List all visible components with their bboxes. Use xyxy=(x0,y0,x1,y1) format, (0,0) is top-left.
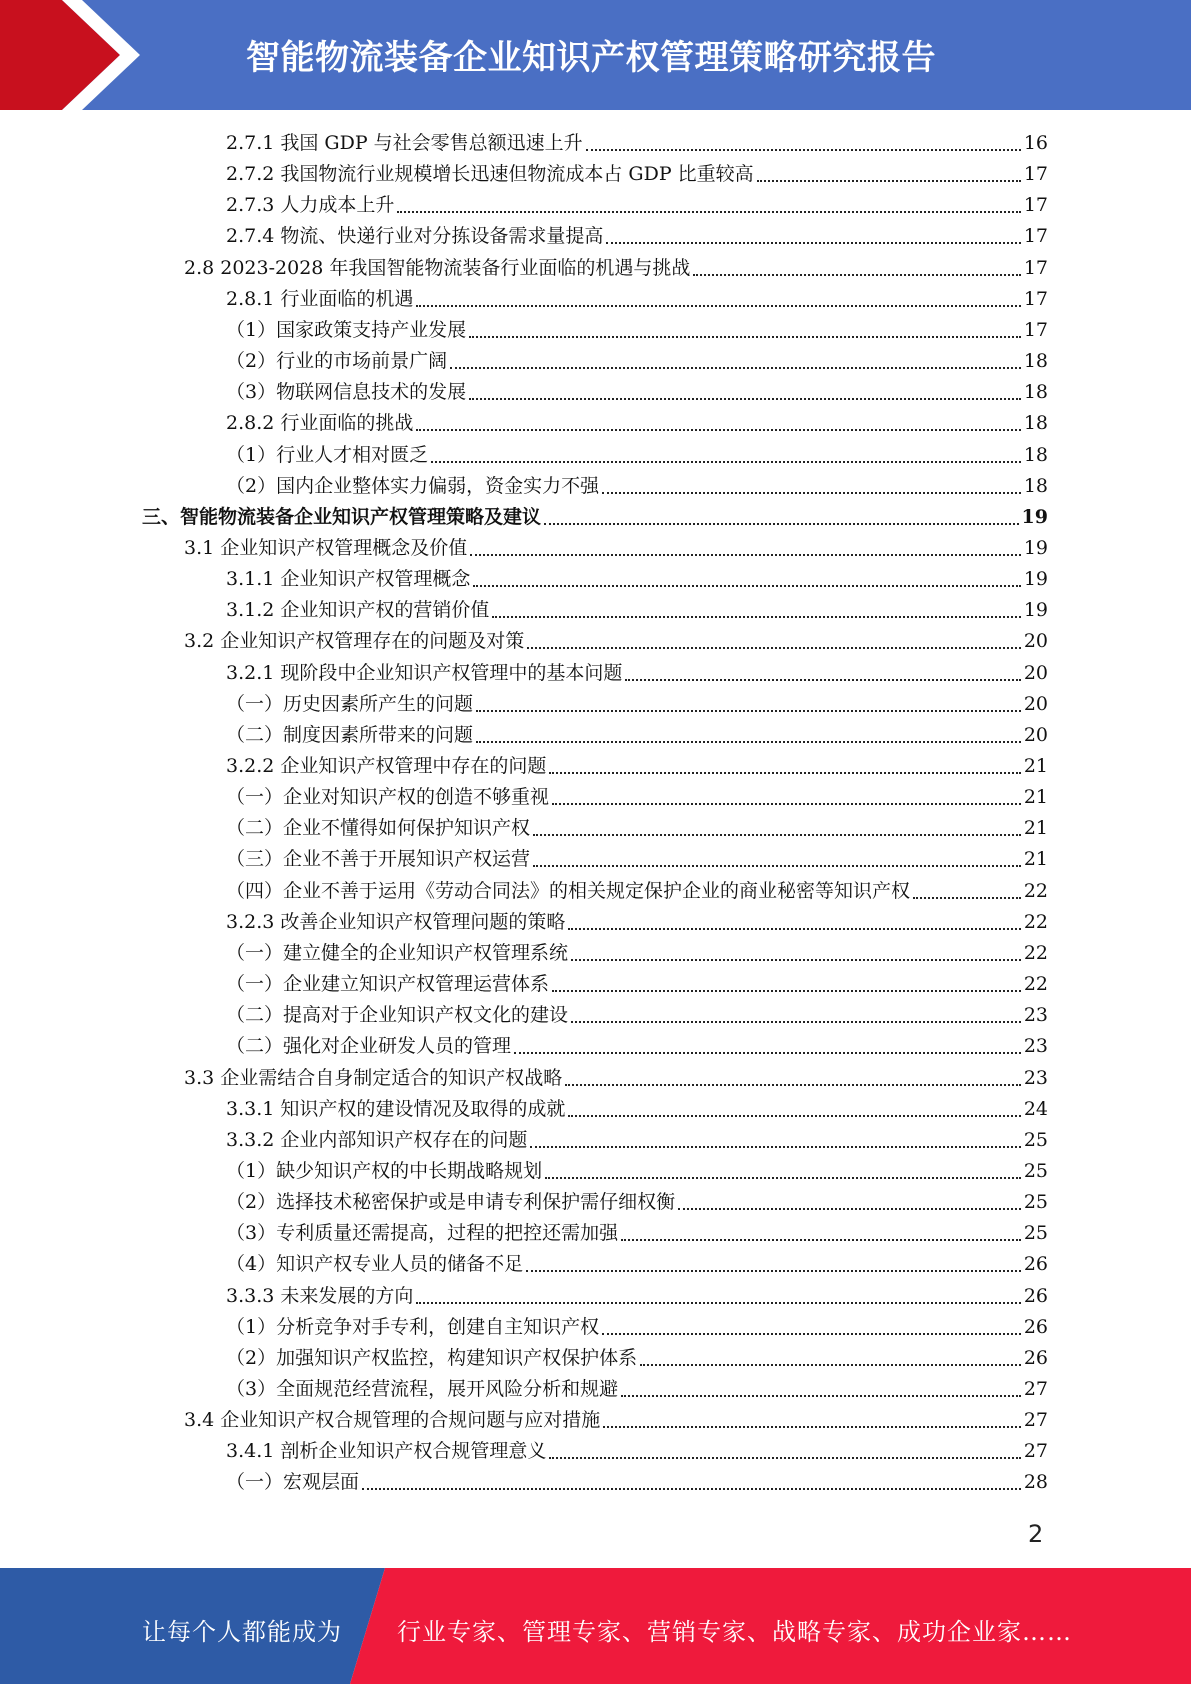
toc-entry-page: 25 xyxy=(1023,1129,1048,1151)
toc-dot-leader xyxy=(473,585,1020,587)
toc-entry-title: （二）企业不懂得如何保护知识产权 xyxy=(226,817,531,839)
toc-entry-page: 27 xyxy=(1023,1378,1048,1400)
toc-dot-leader xyxy=(549,1457,1020,1459)
toc-entry-title: 3.2.3 改善企业知识产权管理问题的策略 xyxy=(226,911,566,933)
toc-entry-page: 18 xyxy=(1023,444,1048,466)
toc-entry[interactable] xyxy=(184,254,1048,282)
toc-entry-title: （1）分析竞争对手专利，创建自主知识产权 xyxy=(226,1316,600,1338)
toc-dot-leader xyxy=(476,741,1021,743)
toc-entry[interactable] xyxy=(226,970,1048,998)
toc-entry-title: 三、智能物流装备企业知识产权管理策略及建议 xyxy=(142,506,542,528)
toc-entry-title: （二）提高对于企业知识产权文化的建设 xyxy=(226,1004,569,1026)
toc-entry[interactable] xyxy=(226,565,1048,593)
toc-entry[interactable] xyxy=(226,752,1048,780)
toc-dot-leader xyxy=(450,367,1021,369)
toc-entry-title: （二）强化对企业研发人员的管理 xyxy=(226,1035,512,1057)
toc-entry-title: 3.3.2 企业内部知识产权存在的问题 xyxy=(226,1129,528,1151)
toc-entry[interactable] xyxy=(226,877,1048,905)
toc-entry-page: 27 xyxy=(1023,1409,1048,1431)
footer-slogan-left: 让每个人都能成为 xyxy=(142,1618,342,1646)
report-title: 智能物流装备企业知识产权管理策略研究报告 xyxy=(246,38,936,78)
toc-entry-page: 25 xyxy=(1023,1222,1048,1244)
toc-entry-page: 26 xyxy=(1023,1253,1048,1275)
toc-dot-leader xyxy=(621,1395,1021,1397)
toc-dot-leader xyxy=(571,959,1021,961)
toc-dot-leader xyxy=(416,1302,1020,1304)
toc-entry[interactable] xyxy=(226,690,1048,718)
toc-entry[interactable] xyxy=(226,191,1048,219)
toc-dot-leader xyxy=(545,1177,1021,1179)
toc-entry[interactable] xyxy=(226,222,1048,250)
toc-entry-page: 24 xyxy=(1023,1098,1048,1120)
toc-dot-leader xyxy=(530,1146,1020,1148)
toc-entry-page: 23 xyxy=(1023,1035,1048,1057)
toc-entry-page: 17 xyxy=(1023,225,1048,247)
toc-entry[interactable] xyxy=(184,627,1048,655)
toc-entry-title: （1）缺少知识产权的中长期战略规划 xyxy=(226,1160,543,1182)
toc-entry-title: （2）国内企业整体实力偏弱，资金实力不强 xyxy=(226,475,600,497)
page-header xyxy=(0,0,1191,110)
toc-dot-leader xyxy=(431,461,1021,463)
toc-entry[interactable] xyxy=(226,908,1048,936)
toc-entry-title: （一）企业建立知识产权管理运营体系 xyxy=(226,973,550,995)
toc-entry-title: 2.7.4 物流、快递行业对分拣设备需求量提高 xyxy=(226,225,604,247)
toc-entry-title: （一）企业对知识产权的创造不够重视 xyxy=(226,786,550,808)
toc-entry[interactable] xyxy=(226,939,1048,967)
toc-dot-leader xyxy=(469,336,1021,338)
toc-entry-page: 21 xyxy=(1023,786,1048,808)
toc-dot-leader xyxy=(913,897,1021,899)
toc-entry[interactable] xyxy=(226,1032,1048,1060)
toc-entry-title: 3.1.2 企业知识产权的营销价值 xyxy=(226,599,490,621)
toc-dot-leader xyxy=(757,180,1021,182)
toc-entry-title: 2.8.2 行业面临的挑战 xyxy=(226,412,414,434)
toc-dot-leader xyxy=(470,554,1021,556)
toc-entry[interactable] xyxy=(142,503,1048,531)
toc-entry-title: 2.8 2023-2028 年我国智能物流装备行业面临的机遇与挑战 xyxy=(184,257,691,279)
toc-entry[interactable] xyxy=(226,1344,1048,1372)
toc-entry[interactable] xyxy=(226,1375,1048,1403)
toc-entry-title: （四）企业不善于运用《劳动合同法》的相关规定保护企业的商业秘密等知识产权 xyxy=(226,880,911,902)
toc-dot-leader xyxy=(526,1270,1021,1272)
toc-entry-page: 20 xyxy=(1023,662,1048,684)
toc-dot-leader xyxy=(397,211,1020,213)
toc-dot-leader xyxy=(416,429,1020,431)
toc-entry[interactable] xyxy=(184,534,1048,562)
toc-entry-title: （二）制度因素所带来的问题 xyxy=(226,724,474,746)
toc-dot-leader xyxy=(492,616,1020,618)
toc-entry[interactable] xyxy=(226,659,1048,687)
toc-entry-title: 3.4.1 剖析企业知识产权合规管理意义 xyxy=(226,1440,547,1462)
toc-entry-page: 17 xyxy=(1023,288,1048,310)
toc-entry-page: 22 xyxy=(1023,973,1048,995)
toc-entry[interactable] xyxy=(226,160,1048,188)
toc-entry[interactable] xyxy=(226,441,1048,469)
toc-entry-page: 22 xyxy=(1023,911,1048,933)
toc-dot-leader xyxy=(549,772,1020,774)
toc-dot-leader xyxy=(602,492,1021,494)
toc-dot-leader xyxy=(533,865,1021,867)
toc-dot-leader xyxy=(565,1084,1021,1086)
toc-dot-leader xyxy=(603,1426,1021,1428)
toc-entry-page: 20 xyxy=(1023,693,1048,715)
toc-entry[interactable] xyxy=(226,285,1048,313)
toc-entry-page: 27 xyxy=(1023,1440,1048,1462)
toc-entry-title: 3.2 企业知识产权管理存在的问题及对策 xyxy=(184,630,525,652)
toc-entry-title: 3.3.3 未来发展的方向 xyxy=(226,1285,414,1307)
toc-entry[interactable] xyxy=(226,1188,1048,1216)
toc-dot-leader xyxy=(568,1115,1020,1117)
toc-entry[interactable] xyxy=(226,1468,1048,1496)
toc-dot-leader xyxy=(476,710,1021,712)
toc-entry-title: （一）宏观层面 xyxy=(226,1471,360,1493)
toc-dot-leader xyxy=(552,803,1021,805)
toc-entry-page: 21 xyxy=(1023,755,1048,777)
toc-dot-leader xyxy=(527,647,1021,649)
toc-entry-page: 17 xyxy=(1023,163,1048,185)
toc-entry-page: 26 xyxy=(1023,1347,1048,1369)
toc-entry-title: （一）历史因素所产生的问题 xyxy=(226,693,474,715)
toc-entry-title: 2.8.1 行业面临的机遇 xyxy=(226,288,414,310)
toc-entry-page: 25 xyxy=(1023,1160,1048,1182)
toc-entry[interactable] xyxy=(226,1313,1048,1341)
toc-entry-title: （1）行业人才相对匮乏 xyxy=(226,444,429,466)
page-number: 2 xyxy=(1028,1520,1044,1548)
toc-entry-title: 3.1 企业知识产权管理概念及价值 xyxy=(184,537,468,559)
toc-entry-page: 23 xyxy=(1023,1067,1048,1089)
toc-dot-leader xyxy=(469,398,1021,400)
toc-entry-title: （三）企业不善于开展知识产权运营 xyxy=(226,848,531,870)
toc-entry-title: （2）选择技术秘密保护或是申请专利保护需仔细权衡 xyxy=(226,1191,676,1213)
toc-entry[interactable] xyxy=(184,1406,1048,1434)
toc-entry[interactable] xyxy=(226,378,1048,406)
toc-entry-page: 23 xyxy=(1023,1004,1048,1026)
toc-entry-title: 3.3 企业需结合自身制定适合的知识产权战略 xyxy=(184,1067,563,1089)
toc-entry[interactable] xyxy=(226,129,1048,157)
toc-entry-title: 3.1.1 企业知识产权管理概念 xyxy=(226,568,471,590)
toc-entry-page: 28 xyxy=(1023,1471,1048,1493)
toc-dot-leader xyxy=(640,1364,1021,1366)
toc-entry-title: 2.7.1 我国 GDP 与社会零售总额迅速上升 xyxy=(226,132,583,154)
toc-dot-leader xyxy=(416,305,1020,307)
toc-dot-leader xyxy=(533,834,1021,836)
toc-entry-page: 17 xyxy=(1023,319,1048,341)
toc-dot-leader xyxy=(514,1052,1021,1054)
toc-entry-page: 17 xyxy=(1023,194,1048,216)
toc-entry-title: 3.2.1 现阶段中企业知识产权管理中的基本问题 xyxy=(226,662,623,684)
toc-entry-page: 22 xyxy=(1023,942,1048,964)
toc-entry-title: 2.7.3 人力成本上升 xyxy=(226,194,395,216)
toc-entry-page: 19 xyxy=(1021,506,1048,528)
toc-entry-page: 16 xyxy=(1023,132,1048,154)
toc-entry[interactable] xyxy=(226,845,1048,873)
toc-entry[interactable] xyxy=(226,347,1048,375)
toc-entry-title: （4）知识产权专业人员的储备不足 xyxy=(226,1253,524,1275)
toc-entry[interactable] xyxy=(226,409,1048,437)
toc-entry-page: 19 xyxy=(1023,537,1048,559)
toc-dot-leader xyxy=(625,679,1020,681)
toc-entry-page: 19 xyxy=(1023,568,1048,590)
toc-entry[interactable] xyxy=(226,721,1048,749)
toc-dot-leader xyxy=(678,1208,1021,1210)
toc-entry-page: 19 xyxy=(1023,599,1048,621)
toc-entry[interactable] xyxy=(226,1282,1048,1310)
toc-entry-page: 18 xyxy=(1023,475,1048,497)
toc-entry[interactable] xyxy=(226,1095,1048,1123)
toc-entry-title: 3.3.1 知识产权的建设情况及取得的成就 xyxy=(226,1098,566,1120)
toc-dot-leader xyxy=(586,149,1021,151)
toc-entry[interactable] xyxy=(226,1126,1048,1154)
toc-entry-page: 26 xyxy=(1023,1285,1048,1307)
toc-dot-leader xyxy=(544,523,1019,525)
toc-entry[interactable] xyxy=(226,814,1048,842)
toc-entry[interactable] xyxy=(226,1157,1048,1185)
toc-entry-page: 20 xyxy=(1023,630,1048,652)
toc-entry-title: （3）物联网信息技术的发展 xyxy=(226,381,467,403)
toc-dot-leader xyxy=(552,990,1021,992)
toc-entry-page: 21 xyxy=(1023,817,1048,839)
toc-entry-title: （2）加强知识产权监控，构建知识产权保护体系 xyxy=(226,1347,638,1369)
toc-entry[interactable] xyxy=(226,316,1048,344)
toc-dot-leader xyxy=(606,242,1020,244)
toc-entry[interactable] xyxy=(226,1250,1048,1278)
toc-dot-leader xyxy=(568,928,1020,930)
toc-dot-leader xyxy=(362,1488,1021,1490)
toc-dot-leader xyxy=(621,1239,1021,1241)
toc-entry[interactable] xyxy=(226,783,1048,811)
toc-entry-page: 26 xyxy=(1023,1316,1048,1338)
toc-entry-title: （3）专利质量还需提高，过程的把控还需加强 xyxy=(226,1222,619,1244)
toc-entry-page: 17 xyxy=(1023,257,1048,279)
toc-dot-leader xyxy=(571,1021,1021,1023)
toc-entry[interactable] xyxy=(226,596,1048,624)
toc-dot-leader xyxy=(602,1333,1021,1335)
toc-entry[interactable] xyxy=(226,1001,1048,1029)
toc-entry-title: （一）建立健全的企业知识产权管理系统 xyxy=(226,942,569,964)
toc-dot-leader xyxy=(693,274,1020,276)
toc-entry-title: （2）行业的市场前景广阔 xyxy=(226,350,448,372)
toc-entry[interactable] xyxy=(226,1219,1048,1247)
toc-entry-page: 22 xyxy=(1023,880,1048,902)
footer-slogan-right: 行业专家、管理专家、营销专家、战略专家、成功企业家…… xyxy=(397,1618,1072,1646)
toc-entry[interactable] xyxy=(226,1437,1048,1465)
toc-entry-page: 18 xyxy=(1023,381,1048,403)
toc-entry-title: （1）国家政策支持产业发展 xyxy=(226,319,467,341)
toc-entry-page: 25 xyxy=(1023,1191,1048,1213)
toc-entry-page: 20 xyxy=(1023,724,1048,746)
toc-entry-title: （3）全面规范经营流程，展开风险分析和规避 xyxy=(226,1378,619,1400)
toc-entry[interactable] xyxy=(184,1064,1048,1092)
toc-entry-page: 21 xyxy=(1023,848,1048,870)
page-footer xyxy=(0,1568,1191,1684)
toc-entry-title: 3.4 企业知识产权合规管理的合规问题与应对措施 xyxy=(184,1409,601,1431)
toc-entry-title: 2.7.2 我国物流行业规模增长迅速但物流成本占 GDP 比重较高 xyxy=(226,163,754,185)
toc-entry-page: 18 xyxy=(1023,412,1048,434)
toc-entry-page: 18 xyxy=(1023,350,1048,372)
toc-entry-title: 3.2.2 企业知识产权管理中存在的问题 xyxy=(226,755,547,777)
toc-entry[interactable] xyxy=(226,472,1048,500)
